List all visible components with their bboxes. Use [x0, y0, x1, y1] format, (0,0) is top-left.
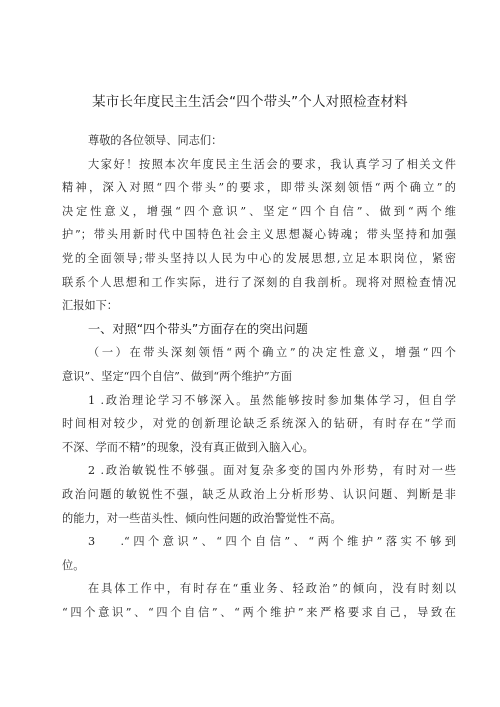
- paragraph-line: “四个意识”、“四个自信”、“两个维护”来严格要求自己，导致在: [62, 605, 456, 619]
- document-body: [62, 129, 456, 624]
- section-heading: 一、对照“四个带头”方面存在的突出问题: [88, 321, 308, 336]
- list-item-line: 位。: [62, 558, 85, 572]
- document-title: 某市长年度民主生活会“四个带头”个人对照检查材料: [92, 94, 408, 110]
- paragraph-line: 联系个人思想和工作实际，进行了深刻的自我剖析。现将对照检查情况: [62, 275, 456, 289]
- paragraph-line: 党的全面领导;带头坚持以人民为中心的发展思想,立足本职岗位，紧密: [62, 251, 456, 265]
- subsection-heading-line: （一）在带头深刻领悟“两个确立”的决定性意义，增强“四个: [88, 346, 456, 360]
- salutation-line: 尊敬的各位领导、同志们：: [88, 134, 223, 147]
- paragraph-line: 精神，深入对照“四个带头”的要求，即带头深刻领悟“两个确立”的: [62, 181, 456, 195]
- list-item-line: 的能力，对一些苗头性、倾向性问题的政治警觉性不高。: [62, 511, 342, 525]
- paragraph-line: 在具体工作中，有时存在“重业务、轻政治”的倾向，没有时刻以: [88, 582, 456, 596]
- list-item-line: 1 .政治理论学习不够深入。虽然能够按时参加集体学习，但自学: [88, 393, 456, 407]
- list-item-line: 不深、学而不精”的现象，没有真正做到入脑入心。: [62, 440, 314, 454]
- list-item-line: 政治问题的敏锐性不强，缺乏从政治上分析形势、认识问题、判断是非: [62, 487, 456, 501]
- list-item-line: 3 .“四个意识”、“四个自信”、“两个维护”落实不够到: [88, 535, 456, 549]
- paragraph-line: 护”；带头用新时代中国特色社会主义思想凝心铸魂；带头坚持和加强: [62, 228, 456, 242]
- list-item-line: 2 .政治敏锐性不够强。面对复杂多变的国内外形势，有时对一些: [88, 464, 456, 478]
- subsection-heading-line: 意识”、坚定“四个自信”、做到“两个维护”方面: [62, 369, 292, 383]
- paragraph-line: 大家好！按照本次年度民主生活会的要求，我认真学习了相关文件: [88, 157, 456, 171]
- list-item-line: 时间相对较少，对党的创新理论缺乏系统深入的钻研，有时存在“学而: [62, 417, 456, 431]
- paragraph-line: 决定性意义，增强“四个意识”、坚定“四个自信”、做到“两个维: [62, 204, 456, 218]
- paragraph-line: 汇报如下：: [62, 299, 118, 313]
